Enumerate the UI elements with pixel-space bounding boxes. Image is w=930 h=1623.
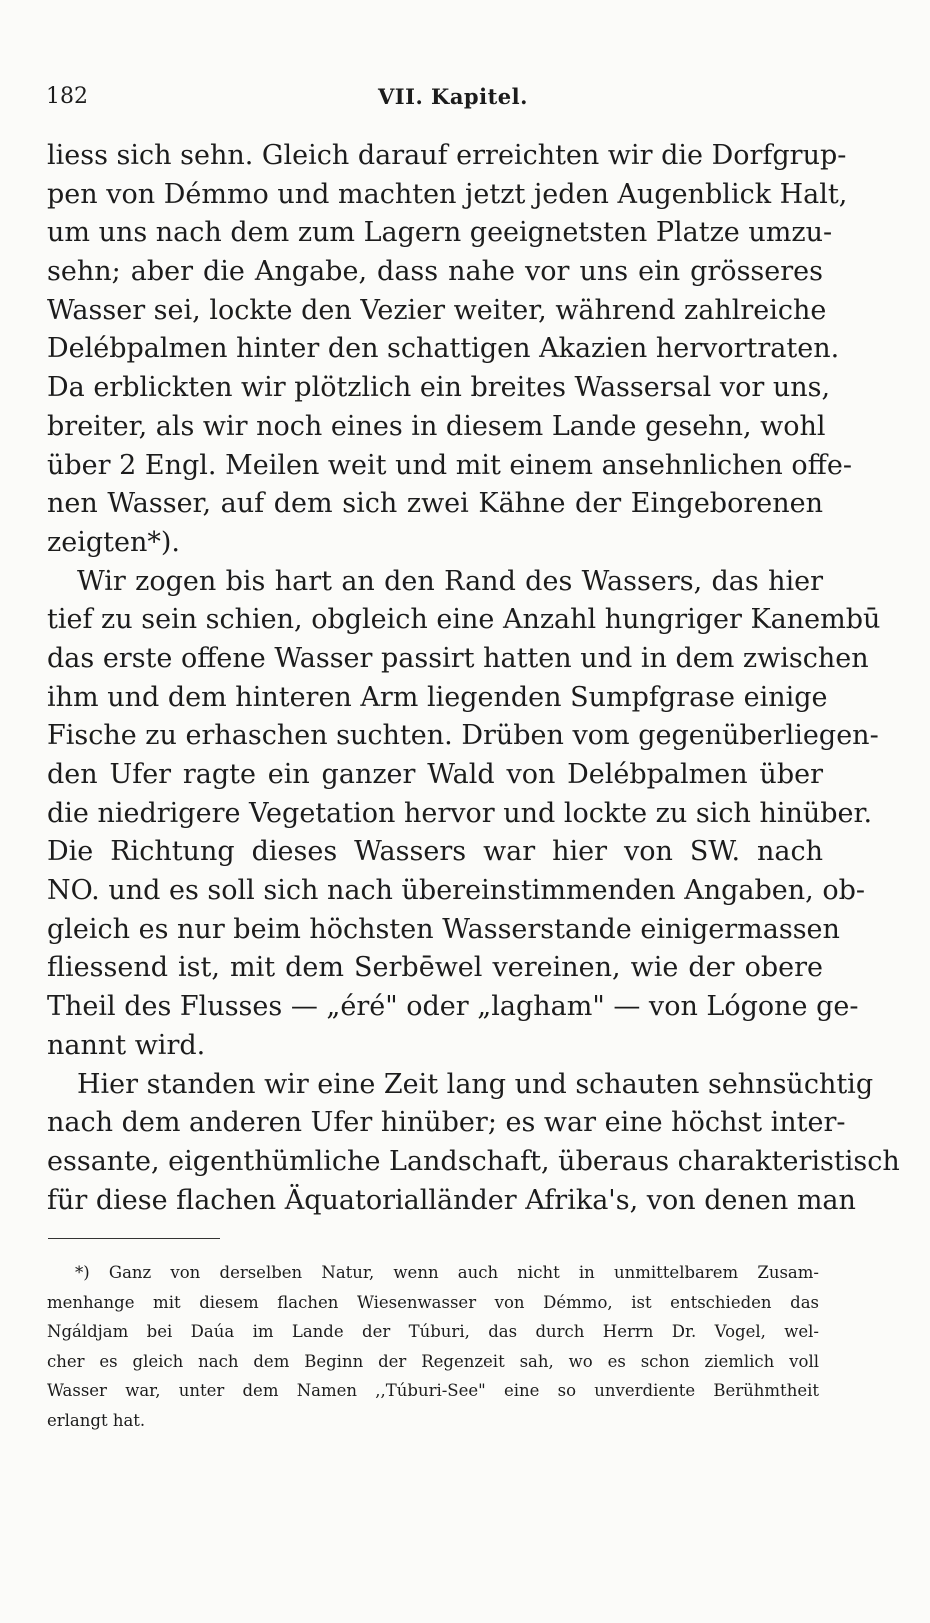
page-number: 182 (46, 84, 88, 109)
footnote-line: Wasser war, unter dem Namen ,,Túburi-See" eine so unverdiente Berühmtheit (47, 1381, 819, 1401)
text-line: tief zu sein schien, obgleich eine Anzahl hungriger Kanembū (47, 604, 881, 636)
text-line: um uns nach dem zum Lagern geeignetsten Platze umzu- (47, 217, 833, 249)
text-line: gleich es nur beim höchsten Wasserstande einigermassen (47, 913, 840, 945)
text-line: Da erblickten wir plötzlich ein breites Wassersal vor uns, (47, 372, 831, 404)
footnote-line: menhange mit diesem flachen Wiesenwasser von Démmo, ist entschieden das (47, 1292, 819, 1312)
text-line: die niedrigere Vegetation hervor und lockte zu sich hinüber. (47, 797, 873, 829)
text-line: essante, eigenthümliche Landschaft, überaus charakteristisch (47, 1145, 900, 1177)
text-line: ihm und dem hinteren Arm liegenden Sumpfgrase einige (47, 681, 828, 713)
footnote (47, 1258, 819, 1436)
footnote-line: Ngáldjam bei Daúa im Lande der Túburi, das durch Herrn Dr. Vogel, wel- (47, 1322, 819, 1342)
text-line: nannt wird. (47, 1029, 206, 1061)
text-line: pen von Démmo und machten jetzt jeden Augenblick Halt, (47, 178, 848, 210)
paragraph-start-line: Wir zogen bis hart an den Rand des Wassers, das hier (77, 565, 823, 597)
paragraph-start-line: Hier standen wir eine Zeit lang und schauten sehnsüchtig (77, 1068, 874, 1100)
text-line: Fische zu erhaschen suchten. Drüben vom gegenüberliegen- (47, 720, 879, 752)
body-text (47, 137, 900, 1220)
text-line: über 2 Engl. Meilen weit und mit einem ansehnlichen offe- (47, 449, 852, 481)
text-line: Delébpalmen hinter den schattigen Akazien hervortraten. (47, 333, 840, 365)
footnote-line: *) Ganz von derselben Natur, wenn auch nicht in unmittelbarem Zusam- (75, 1263, 819, 1282)
text-line: sehn; aber die Angabe, dass nahe vor uns ein grösseres (47, 256, 823, 288)
text-line: Die Richtung dieses Wassers war hier von SW. nach (47, 836, 823, 868)
text-line: liess sich sehn. Gleich darauf erreichten wir die Dorfgrup- (47, 140, 847, 171)
text-line: NO. und es soll sich nach übereinstimmenden Angaben, ob- (47, 875, 865, 907)
chapter-title: VII. Kapitel. (378, 84, 528, 109)
text-line: den Ufer ragte ein ganzer Wald von Delébpalmen über (47, 759, 823, 790)
text-line: das erste offene Wasser passirt hatten und in dem zwischen (47, 642, 869, 674)
text-line: nen Wasser, auf dem sich zwei Kähne der Eingeborenen (47, 488, 823, 520)
text-line: Theil des Flusses — „éré" oder „lagham" — von Lógone ge- (47, 991, 859, 1023)
footnote-divider (48, 1238, 220, 1239)
text-line: Wasser sei, lockte den Vezier weiter, während zahlreiche (47, 294, 827, 326)
text-line: nach dem anderen Ufer hinüber; es war eine höchst inter- (47, 1107, 846, 1139)
text-line: für diese flachen Äquatorialländer Afrika's, von denen man (47, 1184, 856, 1216)
footnote-line: erlangt hat. (47, 1410, 146, 1430)
running-header (46, 84, 826, 118)
text-line: breiter, als wir noch eines in diesem Lande gesehn, wohl (47, 410, 826, 442)
text-line: fliessend ist, mit dem Serbēwel vereinen, wie der obere (47, 952, 823, 984)
text-line: zeigten*). (47, 526, 180, 558)
footnote-line: cher es gleich nach dem Beginn der Regenzeit sah, wo es schon ziemlich voll (47, 1351, 819, 1371)
